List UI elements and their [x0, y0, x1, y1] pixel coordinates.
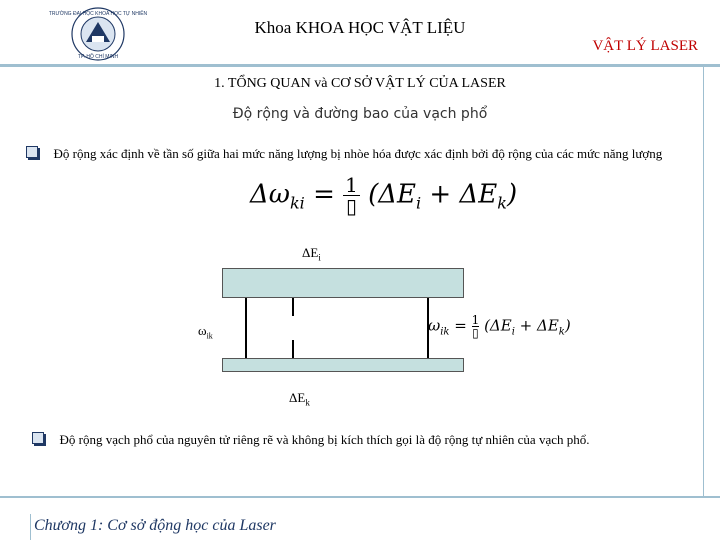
bullet-item [32, 432, 590, 449]
lower-energy-band [222, 358, 464, 372]
delta-ei-text: ΔE [302, 245, 319, 260]
section-title: 1. TỔNG QUAN và CƠ SỞ VẬT LÝ CỦA LASER [214, 76, 506, 91]
right-frame-line [703, 64, 720, 498]
footer-divider [0, 496, 720, 498]
logo-city-text: TP. HỒ CHÍ MINH [77, 54, 119, 60]
bullet-square-icon [32, 432, 44, 444]
formula-lhs-sub: ki [289, 193, 305, 213]
delta-ei-sub: i [318, 252, 321, 263]
omega-ik-label [198, 323, 213, 341]
inline-sub-k: k [558, 326, 565, 338]
inline-omega: ω [428, 316, 441, 335]
formula-frac-num: 1 [345, 173, 358, 197]
omega-sub: ik [206, 331, 213, 341]
header-divider [0, 64, 720, 67]
left-transition-line [245, 298, 247, 358]
inline-frac-den: ▯ [472, 326, 479, 340]
page-header-title: Khoa KHOA HỌC VẬT LIỆU [254, 18, 466, 37]
header-right-label: VẬT LÝ LASER [592, 38, 698, 54]
section-subtitle: Độ rộng và đường bao của vạch phổ [232, 106, 488, 122]
formula-frac-den: ▯ [345, 194, 357, 218]
formula-sub-i: i [416, 193, 422, 213]
delta-ek-sub: k [305, 397, 310, 408]
omega-text: ω [198, 323, 207, 338]
inline-plus: + ΔE [514, 316, 559, 335]
formula-plus: + ΔE [421, 179, 498, 210]
delta-ek-text: ΔE [289, 390, 306, 405]
formula-sub-k: k [497, 193, 507, 213]
formula-close: ) [506, 179, 518, 210]
bullet-square-icon [26, 146, 38, 158]
inline-fraction [472, 314, 480, 339]
bullet-text: Độ rộng xác định về tần số giữa hai mức năng lượng bị nhòe hóa được xác định bởi độ rộng của các mức năng lượng [53, 146, 663, 161]
inline-sub-i: i [511, 326, 515, 338]
logo-ring-text: TRƯỜNG ĐẠI HỌC KHOA HỌC TỰ NHIÊN [48, 11, 148, 17]
formula-fraction [343, 175, 360, 216]
center-line-bottom [292, 340, 294, 358]
footer-chapter-title: Chương 1: Cơ sở động học của Laser [34, 517, 276, 534]
bullet-item [26, 146, 662, 163]
upper-energy-band [222, 268, 464, 298]
bullet-text: Độ rộng vạch phổ của nguyên tử riêng rẽ và không bị kích thích gọi là độ rộng tự nhiên của vạch phổ. [59, 432, 590, 447]
formula-lhs: Δω [250, 179, 290, 210]
linewidth-formula [250, 175, 517, 216]
inline-rhs: (ΔE [484, 316, 512, 335]
inline-frac-num: 1 [471, 313, 480, 327]
inline-close: ) [564, 316, 571, 335]
delta-ek-label [289, 390, 310, 408]
formula-rhs: (ΔE [368, 179, 417, 210]
delta-ei-label [302, 245, 321, 263]
inline-omega-sub: ik [440, 326, 450, 338]
formula-equals: = [313, 179, 335, 210]
inline-linewidth-formula: $\omega_{ik}$ = 1 ▯ $(\Delta E_i + \Delta E_k)$ [428, 313, 571, 340]
center-line-top [292, 298, 294, 316]
